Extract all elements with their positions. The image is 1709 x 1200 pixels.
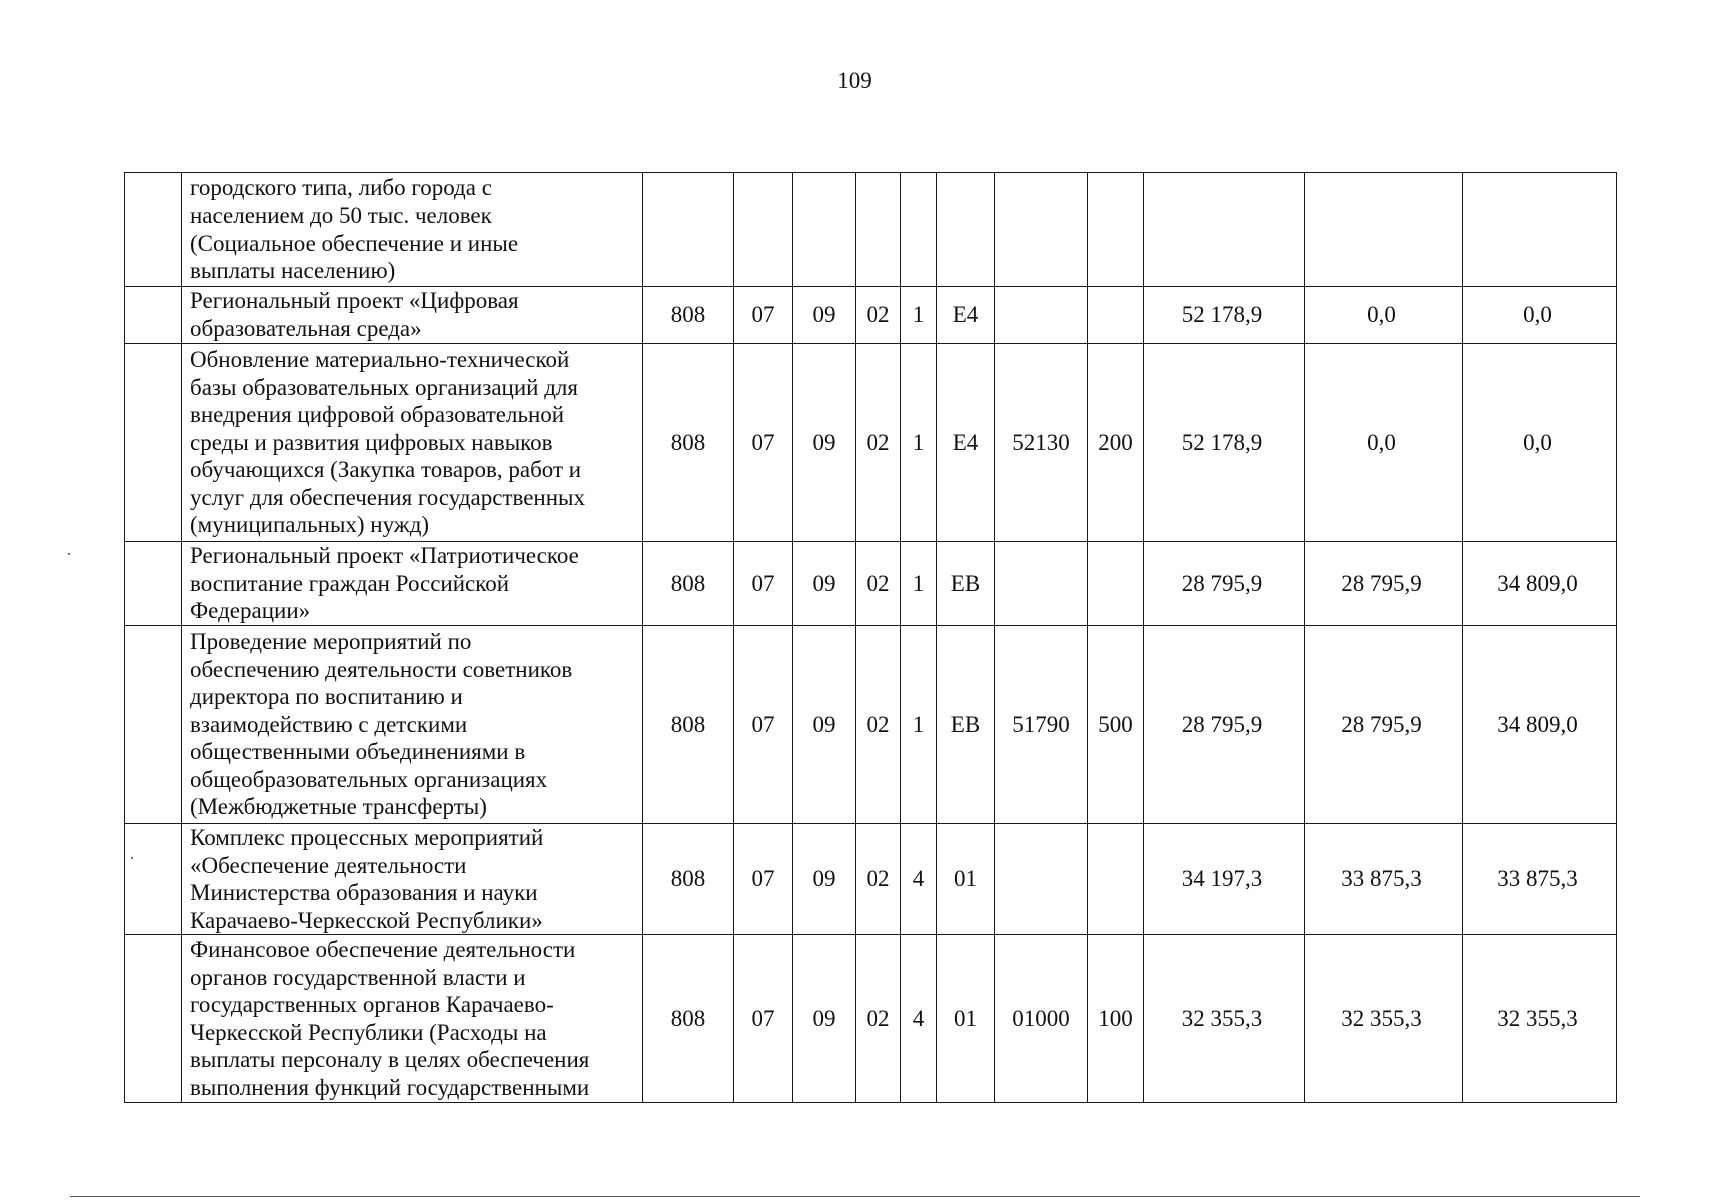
amount-year1-cell: 32 355,3	[1144, 935, 1305, 1103]
description-line: Комплекс процессных мероприятий	[190, 825, 544, 850]
project-code-cell: Е4	[937, 344, 995, 542]
amount-year3-cell: 33 875,3	[1463, 824, 1617, 935]
subprogram-type-cell: 1	[901, 542, 937, 626]
expense-type-cell: 200	[1088, 344, 1144, 542]
amount-year1-cell: 28 795,9	[1144, 542, 1305, 626]
row-number-cell	[125, 344, 182, 542]
description-line: воспитание граждан Российской	[190, 570, 510, 596]
description-line: образовательная среда»	[190, 316, 422, 341]
description-line: Региональный проект «Патриотическое	[190, 543, 579, 569]
description-line: (Социальное обеспечение и иные	[190, 230, 519, 256]
description-line: взаимодействию с детскими	[190, 711, 468, 737]
table-row	[125, 344, 1617, 542]
ministry-code-cell: 808	[643, 935, 734, 1103]
description-line: общеобразовательных организациях	[190, 766, 548, 792]
description-line: городского типа, либо города с	[190, 175, 492, 201]
amount-year2-cell	[1305, 173, 1463, 287]
row-number-cell	[125, 542, 182, 626]
row-number-cell	[125, 173, 182, 287]
page-number: 109	[837, 68, 872, 93]
ministry-code-cell: 808	[643, 287, 734, 344]
description-line: (Межбюджетные трансферты)	[190, 794, 487, 820]
description-line: среды и развития цифровых навыков	[190, 429, 553, 455]
table-row	[125, 173, 1617, 287]
section-code-cell: 07	[734, 542, 793, 626]
page-bottom-rule	[70, 1196, 1640, 1197]
project-code-cell: Е4	[937, 287, 995, 344]
project-code-cell: 01	[937, 935, 995, 1103]
program-code-cell: 02	[856, 824, 901, 935]
expense-type-cell	[1088, 542, 1144, 626]
expense-direction-cell	[995, 173, 1088, 287]
description-line: Обновление материально-технической	[190, 346, 570, 372]
row-number-cell	[125, 626, 182, 824]
subsection-code-cell: 09	[793, 824, 856, 935]
project-code-cell: ЕВ	[937, 542, 995, 626]
ministry-code-cell: 808	[643, 344, 734, 542]
amount-year3-cell	[1463, 173, 1617, 287]
subprogram-type-cell: 1	[901, 344, 937, 542]
program-code-cell	[856, 173, 901, 287]
program-code-cell: 02	[856, 542, 901, 626]
description-line: выплаты персоналу в целях обеспечения	[190, 1047, 590, 1073]
amount-year3-cell: 0,0	[1463, 344, 1617, 542]
description-line: выплаты населению)	[190, 258, 396, 284]
ministry-code-cell: 808	[643, 542, 734, 626]
table-row	[125, 542, 1617, 626]
subsection-code-cell: 09	[793, 542, 856, 626]
amount-year3-cell: 34 809,0	[1463, 542, 1617, 626]
budget-table	[124, 172, 1617, 1103]
ministry-code-cell	[643, 173, 734, 287]
table-row	[125, 287, 1617, 344]
section-code-cell: 07	[734, 824, 793, 935]
expense-direction-cell	[995, 824, 1088, 935]
description-line: выполнения функций государственными	[190, 1075, 590, 1101]
expense-direction-cell	[995, 542, 1088, 626]
subsection-code-cell: 09	[793, 935, 856, 1103]
ministry-code-cell: 808	[643, 626, 734, 824]
program-code-cell: 02	[856, 344, 901, 542]
description-line: Федерации»	[190, 598, 311, 624]
expense-direction-cell: 01000	[995, 935, 1088, 1103]
row-number-cell	[125, 824, 182, 935]
section-code-cell: 07	[734, 626, 793, 824]
subsection-code-cell: 09	[793, 344, 856, 542]
amount-year2-cell: 32 355,3	[1305, 935, 1463, 1103]
amount-year2-cell: 33 875,3	[1305, 824, 1463, 935]
subsection-code-cell: 09	[793, 626, 856, 824]
description-line: Проведение мероприятий по	[190, 628, 472, 654]
table-row	[125, 824, 1617, 935]
program-code-cell: 02	[856, 935, 901, 1103]
description-line: населением до 50 тыс. человек	[190, 202, 492, 228]
section-code-cell: 07	[734, 935, 793, 1103]
project-code-cell: 01	[937, 824, 995, 935]
subsection-code-cell	[793, 173, 856, 287]
expense-type-cell	[1088, 287, 1144, 344]
program-code-cell: 02	[856, 287, 901, 344]
amount-year3-cell: 34 809,0	[1463, 626, 1617, 824]
subprogram-type-cell: 1	[901, 287, 937, 344]
description-line: органов государственной власти и	[190, 964, 526, 990]
section-code-cell: 07	[734, 287, 793, 344]
program-code-cell: 02	[856, 626, 901, 824]
expense-direction-cell: 51790	[995, 626, 1088, 824]
amount-year3-cell: 32 355,3	[1463, 935, 1617, 1103]
amount-year1-cell: 52 178,9	[1144, 287, 1305, 344]
subprogram-type-cell: 1	[901, 626, 937, 824]
scan-speck	[131, 857, 133, 859]
expense-type-cell: 100	[1088, 935, 1144, 1103]
subprogram-type-cell: 4	[901, 824, 937, 935]
amount-year3-cell: 0,0	[1463, 287, 1617, 344]
amount-year2-cell: 0,0	[1305, 287, 1463, 344]
amount-year1-cell: 28 795,9	[1144, 626, 1305, 824]
subprogram-type-cell: 4	[901, 935, 937, 1103]
section-code-cell	[734, 173, 793, 287]
table-body	[125, 173, 1617, 1103]
subsection-code-cell: 09	[793, 287, 856, 344]
description-line: обучающихся (Закупка товаров, работ и	[190, 457, 582, 483]
description-cell	[182, 542, 643, 626]
description-line: «Обеспечение деятельности	[190, 852, 467, 878]
expense-type-cell: 500	[1088, 626, 1144, 824]
description-line: обеспечению деятельности советников	[190, 656, 573, 682]
description-cell	[182, 287, 643, 344]
project-code-cell	[937, 173, 995, 287]
description-line: (муниципальных) нужд)	[190, 512, 430, 538]
description-line: Карачаево-Черкесской Республики»	[190, 907, 543, 933]
amount-year2-cell: 0,0	[1305, 344, 1463, 542]
expense-type-cell	[1088, 824, 1144, 935]
description-line: общественными объединениями в	[190, 739, 526, 765]
expense-direction-cell	[995, 287, 1088, 344]
description-line: Региональный проект «Цифровая	[190, 288, 519, 314]
description-line: базы образовательных организаций для	[190, 374, 578, 400]
description-cell	[182, 173, 643, 287]
description-line: услуг для обеспечения государственных	[190, 484, 585, 510]
row-number-cell	[125, 935, 182, 1103]
description-line: внедрения цифровой образовательной	[190, 402, 565, 428]
ministry-code-cell: 808	[643, 824, 734, 935]
amount-year2-cell: 28 795,9	[1305, 626, 1463, 824]
expense-direction-cell: 52130	[995, 344, 1088, 542]
description-line: государственных органов Карачаево-	[190, 992, 554, 1018]
description-cell	[182, 626, 643, 824]
description-line: Черкесской Республики (Расходы на	[190, 1019, 547, 1045]
subprogram-type-cell	[901, 173, 937, 287]
description-line: Финансовое обеспечение деятельности	[190, 937, 576, 963]
amount-year2-cell: 28 795,9	[1305, 542, 1463, 626]
description-cell	[182, 344, 643, 542]
table-row	[125, 935, 1617, 1103]
description-line: Министерства образования и науки	[190, 880, 538, 906]
description-cell	[182, 824, 643, 935]
table-row	[125, 626, 1617, 824]
section-code-cell: 07	[734, 344, 793, 542]
description-cell	[182, 935, 643, 1103]
amount-year1-cell: 34 197,3	[1144, 824, 1305, 935]
row-number-cell	[125, 287, 182, 344]
amount-year1-cell	[1144, 173, 1305, 287]
description-line: директора по воспитанию и	[190, 684, 463, 710]
project-code-cell: ЕВ	[937, 626, 995, 824]
amount-year1-cell: 52 178,9	[1144, 344, 1305, 542]
scan-speck	[68, 553, 70, 555]
expense-type-cell	[1088, 173, 1144, 287]
